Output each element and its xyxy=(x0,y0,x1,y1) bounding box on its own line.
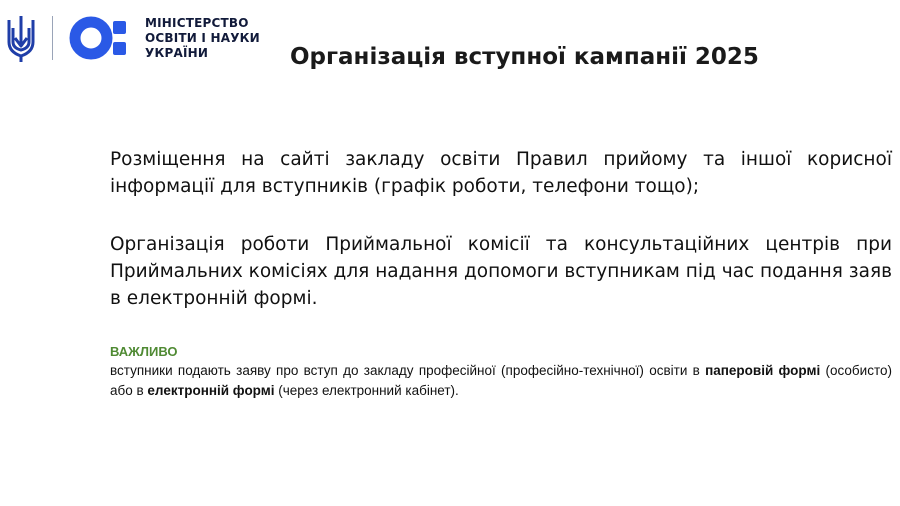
trident-icon xyxy=(4,12,38,64)
ministry-name xyxy=(145,16,260,61)
important-label: ВАЖЛИВО xyxy=(110,344,178,359)
important-note xyxy=(110,361,892,401)
paragraph-site-rules: Розміщення на сайті закладу освіти Правил прийому та іншої корисної інформації для вступників (графік роботи, телефони тощо); xyxy=(110,149,892,197)
ministry-name-line-2: ОСВІТИ І НАУКИ xyxy=(145,30,260,45)
note-bold-electronic-form: електронній формі xyxy=(147,383,275,398)
ministry-logo xyxy=(4,12,260,64)
slide-title: Організація вступної кампанії 2025 xyxy=(290,44,759,70)
note-text-part-3: (через електронний кабінет). xyxy=(274,383,459,398)
ministry-name-line-1: МІНІСТЕРСТВО xyxy=(145,15,249,30)
note-text-part-2: (особисто) або в xyxy=(110,363,892,398)
note-bold-paper-form: паперовій формі xyxy=(705,363,821,378)
note-text-part-1: вступники подають заяву про вступ до закладу професійної (професійно-технічної) освіти в xyxy=(110,363,706,378)
logo-divider xyxy=(52,16,53,60)
paragraph-admission-commission: Організація роботи Приймальної комісії та консультаційних центрів при Приймальних комісіях для надання допомоги вступникам під час подання заяв в електронній формі. xyxy=(110,234,892,309)
mon-logo-mark-icon xyxy=(67,13,135,63)
ministry-name-line-3: УКРАЇНИ xyxy=(145,45,209,60)
